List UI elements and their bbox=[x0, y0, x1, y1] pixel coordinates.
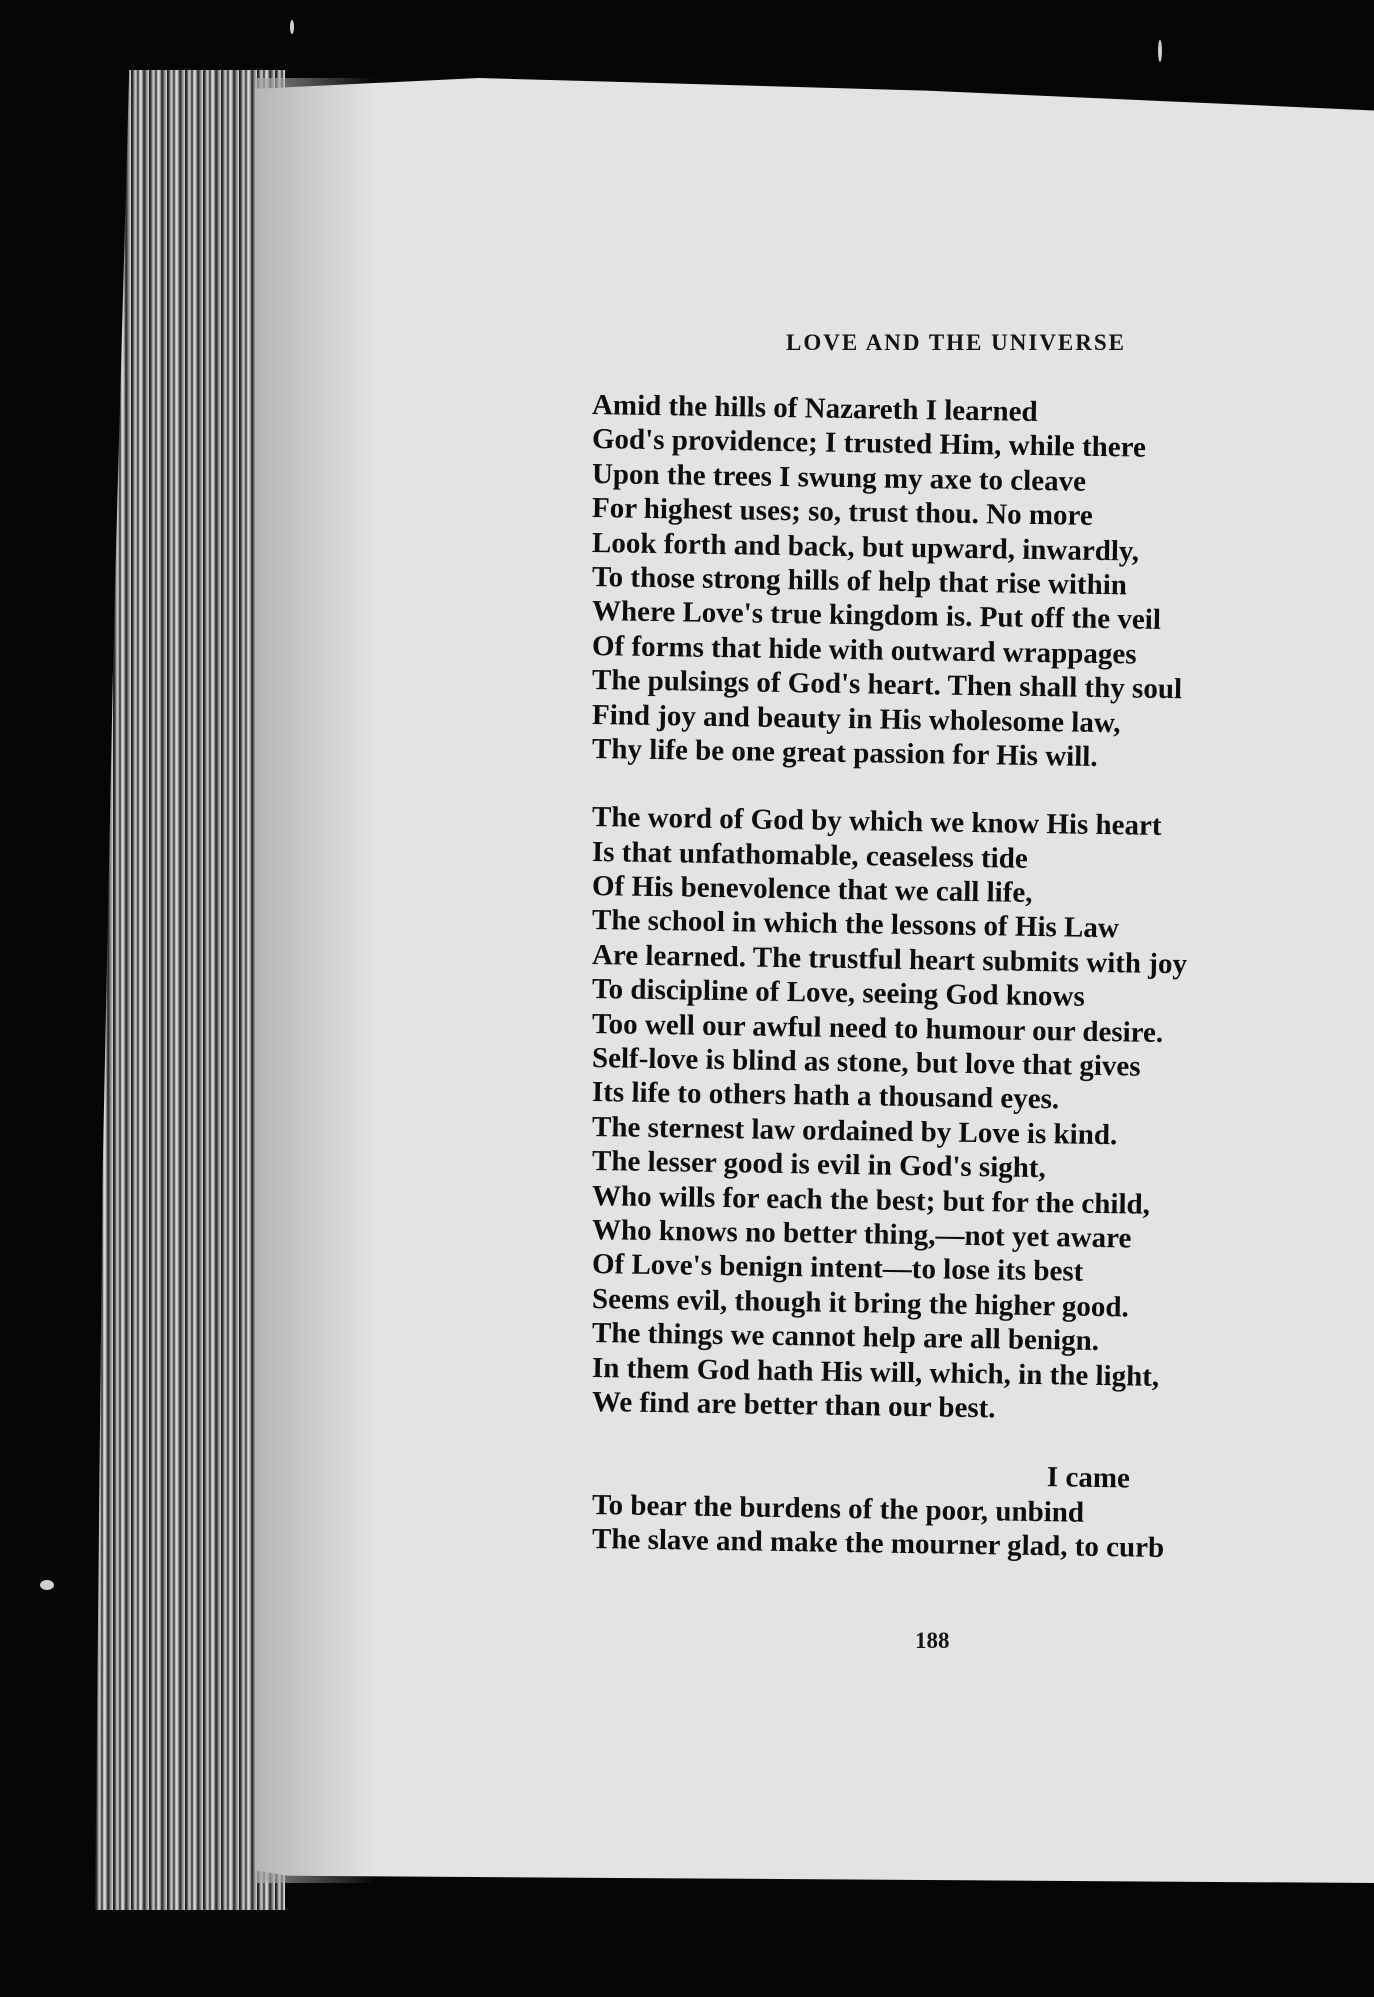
poem-line: The slave and make the mourner glad, to curb bbox=[591, 1523, 1165, 1565]
poem-line: Of forms that hide with outward wrappages bbox=[591, 629, 1137, 671]
poem-line: Of Love's benign intent—to lose its best bbox=[591, 1248, 1084, 1289]
poem-line: Are learned. The trustful heart submits with joy bbox=[591, 938, 1188, 981]
poem-line: Find joy and beauty in His wholesome law, bbox=[591, 698, 1121, 739]
poem-line: Its life to others hath a thousand eyes. bbox=[591, 1076, 1060, 1116]
poem-line: Thy life be one great passion for His will. bbox=[591, 732, 1098, 773]
poem-line: Too well our awful need to humour our desire. bbox=[591, 1007, 1164, 1049]
poem-line: Where Love's true kingdom is. Put off the veil bbox=[591, 595, 1162, 637]
poem-line: The word of God by which we know His heart bbox=[591, 801, 1162, 843]
stanza-3 bbox=[591, 1453, 1312, 1565]
poem-line: The lesser good is evil in God's sight, bbox=[591, 1145, 1047, 1185]
dust-speck bbox=[40, 1580, 54, 1590]
poem-line: To those strong hills of help that rise within bbox=[591, 560, 1128, 602]
poem-line: God's providence; I trusted Him, while there bbox=[591, 423, 1147, 465]
poem-line: The things we cannot help are all benign. bbox=[591, 1317, 1100, 1358]
poem-line: To discipline of Love, seeing God knows bbox=[591, 973, 1086, 1013]
page-number: 188 bbox=[915, 1628, 950, 1653]
poem-line: Amid the hills of Nazareth I learned bbox=[591, 389, 1038, 428]
poem-line: Self-love is blind as stone, but love that gives bbox=[591, 1042, 1141, 1083]
stanza-2 bbox=[591, 800, 1312, 1425]
poem-line: For highest uses; so, trust thou. No more bbox=[591, 492, 1093, 533]
poem-line: Who wills for each the best; but for the child, bbox=[591, 1179, 1151, 1221]
poem-line: Who knows no better thing,—not yet aware bbox=[591, 1213, 1132, 1255]
running-head: LOVE AND THE UNIVERSE bbox=[786, 330, 1127, 355]
poem-line: Is that unfathomable, ceaseless tide bbox=[591, 835, 1028, 875]
poem-line: In them God hath His will, which, in the light, bbox=[591, 1351, 1160, 1393]
poem-line: Of His benevolence that we call life, bbox=[591, 870, 1033, 909]
poem-line: The school in which the lessons of His Law bbox=[591, 904, 1120, 945]
dust-speck bbox=[290, 20, 294, 34]
dust-speck bbox=[1158, 40, 1162, 62]
poem-text bbox=[591, 388, 1312, 1565]
poem-line: We find are better than our best. bbox=[591, 1385, 996, 1425]
stanza-1 bbox=[591, 388, 1312, 773]
poem-line: Seems evil, though it bring the higher good. bbox=[591, 1282, 1130, 1324]
poem-line: Upon the trees I swung my axe to cleave bbox=[591, 457, 1087, 498]
poem-line: I came bbox=[1046, 1461, 1131, 1495]
poem-line: Look forth and back, but upward, inwardly, bbox=[591, 526, 1140, 568]
poem-line: The sternest law ordained by Love is kind. bbox=[591, 1110, 1118, 1152]
poem-line: The pulsings of God's heart. Then shall thy soul bbox=[591, 664, 1183, 706]
poem-line: To bear the burdens of the poor, unbind bbox=[591, 1488, 1085, 1529]
